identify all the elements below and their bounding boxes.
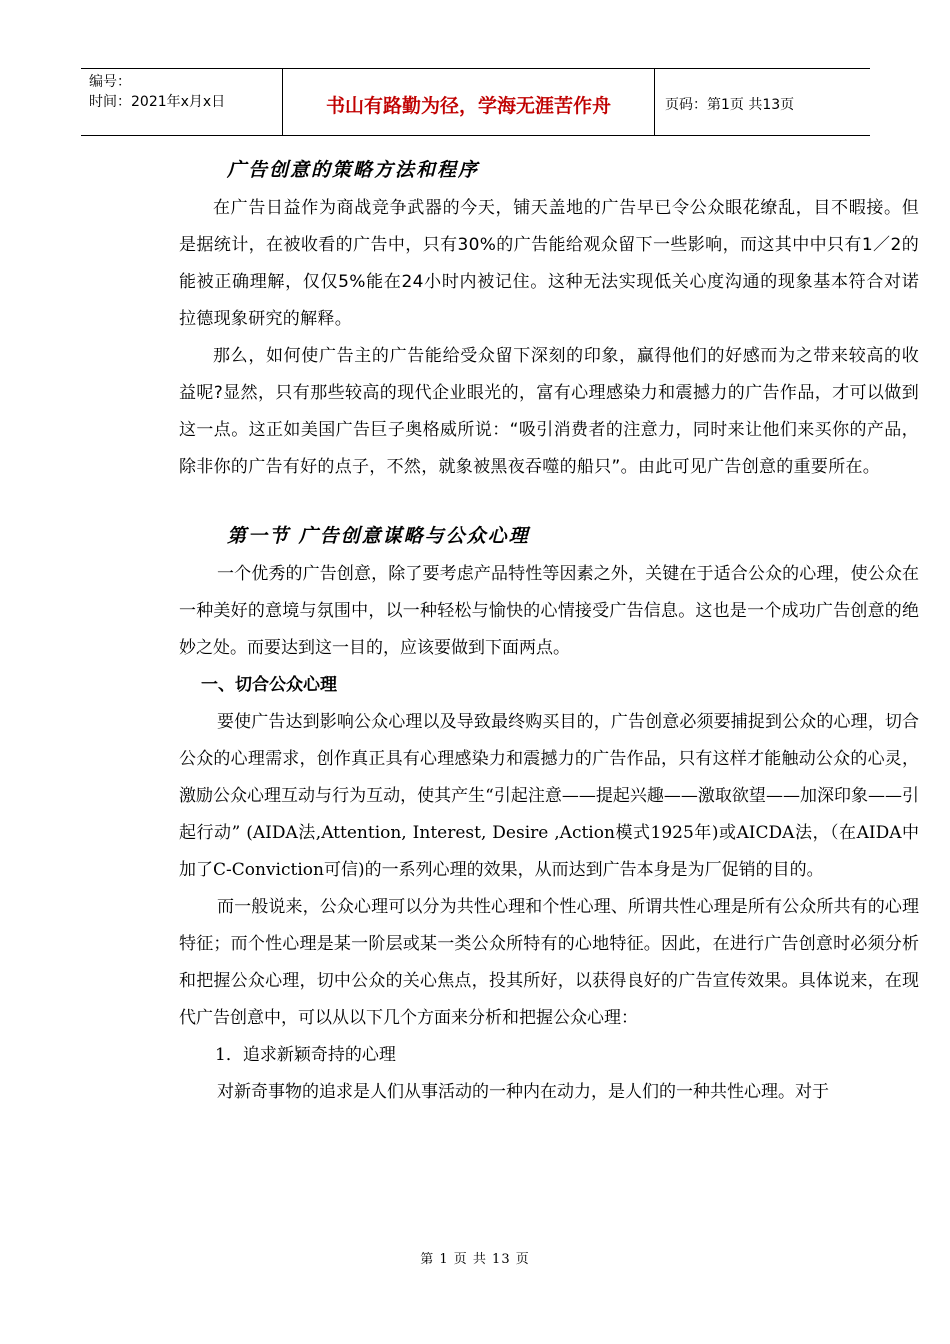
item-1-paragraph: 对新奇事物的追求是人们从事活动的一种内在动力，是人们的一种共性心理。对于 <box>217 1082 829 1102</box>
page-footer: 第 1 页 共 13 页 <box>420 1252 530 1267</box>
document-time-label: 时间：2021年x月x日 <box>89 94 226 110</box>
intro-paragraph-1: 在广告日益作为商战竞争武器的今天，铺天盖地的广告早已令公众眼花缭乱，目不暇接。但是据统计，在被收看的广告中，只有30%的广告能给观众留下一些影响，而这其中中只有1／2的能被正确理解，仅仅5%能在24小时内被记住。这种无法实现低关心度沟通的现象基本符合对诺拉德现象研究的解释。 <box>179 198 919 329</box>
header-meta-cell <box>81 69 283 135</box>
header-page-info: 页码：第1页 共13页 <box>665 97 795 113</box>
header-motto: 书山有路勤为径，学海无涯苦作舟 <box>283 69 655 135</box>
subsection-1-title: 一、切合公众心理 <box>201 675 337 695</box>
subsection-1-paragraph-1: 要使广告达到影响公众心理以及导致最终购买目的，广告创意必须要捕捉到公众的心理，切合公众的心理需求，创作真正具有心理感染力和震撼力的广告作品，只有这样才能触动公众的心灵，激励公众心理互动与行为互动，使其产生“引起注意——提起兴趣——激取欲望——加深印象——引起行动” (AIDA法,Attention, Interest, Desire ,Action模式1925年)或AICDA法，（在AIDA中加了C-Conviction可信)的一系列心理的效果，从而达到广告本身是为厂促销的目的。 <box>179 712 919 880</box>
item-1-title: 1．追求新颖奇持的心理 <box>215 1045 396 1065</box>
section-1-title: 第一节 广告创意谋略与公众心理 <box>227 525 530 547</box>
subsection-1-paragraph-2: 而一般说来，公众心理可以分为共性心理和个性心理、所谓共性心理是所有公众所共有的心理特征；而个性心理是某一阶层或某一类公众所特有的心地特征。因此，在进行广告创意时必须分析和把握公众心理，切中公众的关心焦点，投其所好，以获得良好的广告宣传效果。具体说来，在现代广告创意中，可以从以下几个方面来分析和把握公众心理： <box>179 897 919 1028</box>
document-title: 广告创意的策略方法和程序 <box>227 159 480 181</box>
intro-paragraph-2: 那么，如何使广告主的广告能给受众留下深刻的印象，赢得他们的好感而为之带来较高的收益呢?显然，只有那些较高的现代企业眼光的，富有心理感染力和震撼力的广告作品，才可以做到这一点。这正如美国广告巨子奥格威所说：“吸引消费者的注意力，同时来让他们来买你的产品，除非你的广告有好的点子，不然，就象被黑夜吞噬的船只”。由此可见广告创意的重要所在。 <box>179 346 919 477</box>
document-number-label: 编号： <box>89 74 131 90</box>
document-body <box>179 150 919 1111</box>
section-1-paragraph: 一个优秀的广告创意，除了要考虑产品特性等因素之外，关键在于适合公众的心理，使公众在一种美好的意境与氛围中，以一种轻松与愉快的心情接受广告信息。这也是一个成功广告创意的绝妙之处。而要达到这一目的，应该要做到下面两点。 <box>179 564 919 658</box>
header-table <box>81 68 870 136</box>
